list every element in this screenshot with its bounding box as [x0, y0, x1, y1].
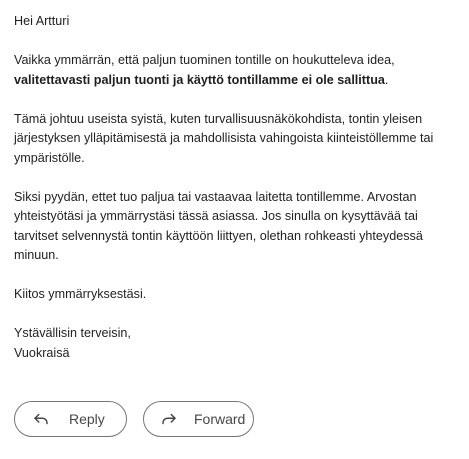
closing [14, 324, 460, 363]
paragraph-1 [14, 51, 460, 90]
paragraph-1-text: Vaikka ymmärrän, että paljun tuominen tontille on houkutteleva idea, [14, 53, 395, 67]
forward-icon [160, 409, 178, 429]
paragraph-1-end: . [384, 72, 389, 87]
greeting: Hei Artturi [14, 14, 70, 28]
forward-button[interactable] [143, 401, 254, 437]
paragraph-3: Siksi pyydän, ettet tuo paljua tai vastaavaa laitetta tontillemme. Arvostan yhteistyötäsi ja ymmärrystäsi tässä asiassa. Jos sinulla on kysyttävää tai tarvitset selvennystä tontin käyttöön liittyen, olethan rohkeasti yhteydessä minuun. [14, 189, 423, 262]
email-body [14, 12, 460, 363]
paragraph-4: Kiitos ymmärryksestäsi. [14, 287, 147, 301]
reply-icon [31, 409, 51, 429]
paragraph-1-bold: valitettavasti paljun tuonti ja käyttö tontillamme ei ole sallittua [14, 72, 385, 87]
paragraph-2: Tämä johtuu useista syistä, kuten turvallisuusnäkökohdista, tontin yleisen järjestyksen ylläpitämisestä ja mahdollisista vahingoista kiinteistöllemme tai ympäristölle. [14, 111, 434, 165]
reply-button[interactable] [14, 401, 127, 437]
forward-label: Forward [194, 411, 246, 427]
signature: Vuokraisä [14, 345, 70, 360]
reply-label: Reply [69, 411, 105, 427]
closing-line: Ystävällisin terveisin, [14, 326, 131, 340]
action-buttons [14, 401, 254, 437]
